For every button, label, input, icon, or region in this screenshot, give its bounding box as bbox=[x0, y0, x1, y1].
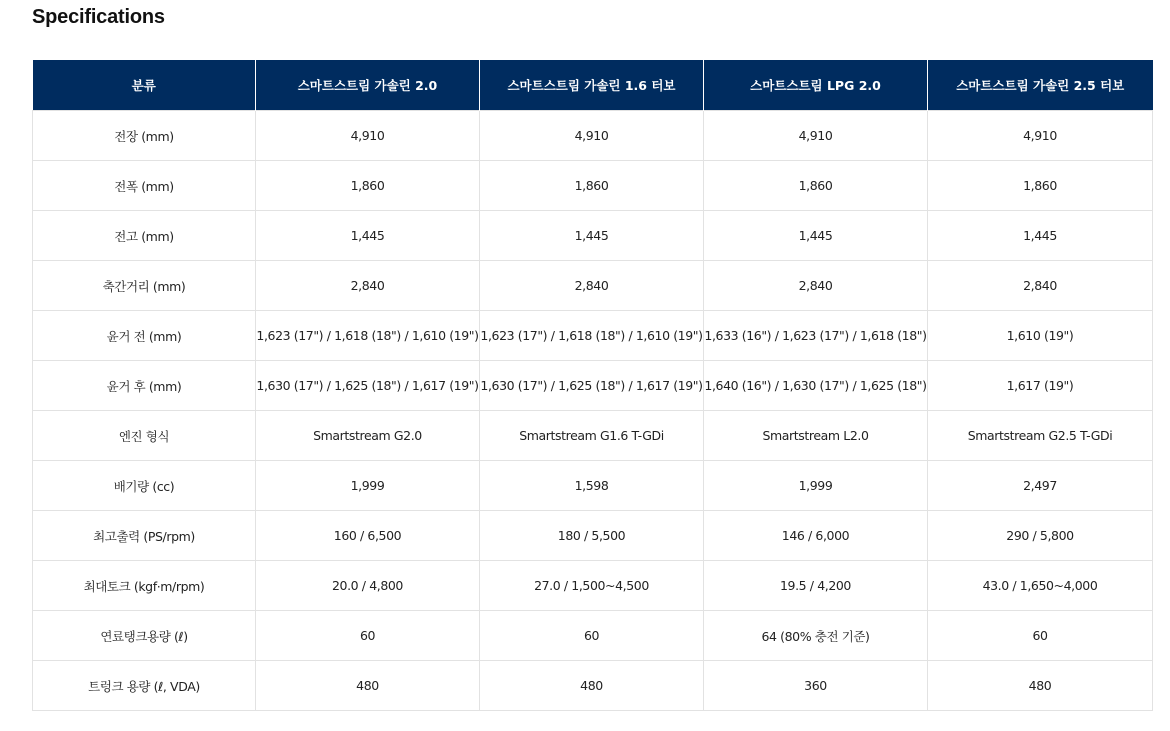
table-body bbox=[33, 111, 1153, 711]
column-header-category: 분류 bbox=[33, 60, 256, 111]
row-label-cell: 전고 (mm) bbox=[33, 211, 256, 261]
spec-value-cell: Smartstream G2.0 bbox=[256, 411, 480, 461]
row-label-cell: 최대토크 (kgf·m/rpm) bbox=[33, 561, 256, 611]
table-header-row bbox=[33, 60, 1153, 111]
row-label-cell: 엔진 형식 bbox=[33, 411, 256, 461]
column-header-model-4: 스마트스트림 가솔린 2.5 터보 bbox=[928, 60, 1153, 111]
table-row bbox=[33, 661, 1153, 711]
row-label-cell: 전폭 (mm) bbox=[33, 161, 256, 211]
specifications-table bbox=[32, 60, 1153, 711]
spec-value-cell: 1,623 (17") / 1,618 (18") / 1,610 (19") bbox=[256, 311, 480, 361]
spec-value-cell: 2,497 bbox=[928, 461, 1153, 511]
table-row bbox=[33, 511, 1153, 561]
table-row bbox=[33, 161, 1153, 211]
spec-value-cell: 1,445 bbox=[928, 211, 1153, 261]
spec-value-cell: 146 / 6,000 bbox=[704, 511, 928, 561]
spec-value-cell: 2,840 bbox=[256, 261, 480, 311]
spec-value-cell: 1,860 bbox=[928, 161, 1153, 211]
table-row bbox=[33, 611, 1153, 661]
spec-value-cell: 1,860 bbox=[256, 161, 480, 211]
spec-value-cell: 480 bbox=[480, 661, 704, 711]
spec-value-cell: 1,630 (17") / 1,625 (18") / 1,617 (19") bbox=[480, 361, 704, 411]
column-header-model-1: 스마트스트림 가솔린 2.0 bbox=[256, 60, 480, 111]
spec-value-cell: 19.5 / 4,200 bbox=[704, 561, 928, 611]
spec-value-cell: 1,999 bbox=[704, 461, 928, 511]
spec-value-cell: 60 bbox=[256, 611, 480, 661]
column-header-model-3: 스마트스트림 LPG 2.0 bbox=[704, 60, 928, 111]
spec-value-cell: 1,860 bbox=[480, 161, 704, 211]
spec-value-cell: 43.0 / 1,650~4,000 bbox=[928, 561, 1153, 611]
spec-value-cell: 1,623 (17") / 1,618 (18") / 1,610 (19") bbox=[480, 311, 704, 361]
spec-value-cell: 1,999 bbox=[256, 461, 480, 511]
spec-value-cell: 1,598 bbox=[480, 461, 704, 511]
row-label-cell: 윤거 후 (mm) bbox=[33, 361, 256, 411]
spec-value-cell: 60 bbox=[480, 611, 704, 661]
table-row bbox=[33, 361, 1153, 411]
spec-value-cell: 2,840 bbox=[704, 261, 928, 311]
spec-value-cell: 480 bbox=[928, 661, 1153, 711]
spec-value-cell: 1,640 (16") / 1,630 (17") / 1,625 (18") bbox=[704, 361, 928, 411]
spec-value-cell: 160 / 6,500 bbox=[256, 511, 480, 561]
column-header-model-2: 스마트스트림 가솔린 1.6 터보 bbox=[480, 60, 704, 111]
table-row bbox=[33, 311, 1153, 361]
spec-value-cell: 2,840 bbox=[928, 261, 1153, 311]
table-row bbox=[33, 111, 1153, 161]
spec-value-cell: Smartstream G2.5 T-GDi bbox=[928, 411, 1153, 461]
table-row bbox=[33, 561, 1153, 611]
spec-value-cell: 1,445 bbox=[480, 211, 704, 261]
row-label-cell: 트렁크 용량 (ℓ, VDA) bbox=[33, 661, 256, 711]
spec-value-cell: Smartstream G1.6 T-GDi bbox=[480, 411, 704, 461]
spec-value-cell: 2,840 bbox=[480, 261, 704, 311]
row-label-cell: 전장 (mm) bbox=[33, 111, 256, 161]
spec-value-cell: 1,445 bbox=[256, 211, 480, 261]
spec-value-cell: 4,910 bbox=[480, 111, 704, 161]
spec-value-cell: 1,633 (16") / 1,623 (17") / 1,618 (18") bbox=[704, 311, 928, 361]
spec-value-cell: 20.0 / 4,800 bbox=[256, 561, 480, 611]
row-label-cell: 축간거리 (mm) bbox=[33, 261, 256, 311]
table-row bbox=[33, 411, 1153, 461]
spec-value-cell: 27.0 / 1,500~4,500 bbox=[480, 561, 704, 611]
table-row bbox=[33, 211, 1153, 261]
spec-value-cell: 1,617 (19") bbox=[928, 361, 1153, 411]
row-label-cell: 최고출력 (PS/rpm) bbox=[33, 511, 256, 561]
spec-value-cell: 1,610 (19") bbox=[928, 311, 1153, 361]
spec-value-cell: 1,630 (17") / 1,625 (18") / 1,617 (19") bbox=[256, 361, 480, 411]
spec-value-cell: 4,910 bbox=[928, 111, 1153, 161]
spec-value-cell: 60 bbox=[928, 611, 1153, 661]
page-title: Specifications bbox=[32, 6, 165, 28]
row-label-cell: 윤거 전 (mm) bbox=[33, 311, 256, 361]
spec-value-cell: 360 bbox=[704, 661, 928, 711]
table-row bbox=[33, 461, 1153, 511]
spec-value-cell: 1,860 bbox=[704, 161, 928, 211]
spec-value-cell: 290 / 5,800 bbox=[928, 511, 1153, 561]
row-label-cell: 배기량 (cc) bbox=[33, 461, 256, 511]
spec-value-cell: 1,445 bbox=[704, 211, 928, 261]
spec-value-cell: Smartstream L2.0 bbox=[704, 411, 928, 461]
row-label-cell: 연료탱크용량 (ℓ) bbox=[33, 611, 256, 661]
spec-value-cell: 480 bbox=[256, 661, 480, 711]
spec-value-cell: 64 (80% 충전 기준) bbox=[704, 611, 928, 661]
spec-value-cell: 4,910 bbox=[704, 111, 928, 161]
spec-value-cell: 4,910 bbox=[256, 111, 480, 161]
spec-value-cell: 180 / 5,500 bbox=[480, 511, 704, 561]
table-row bbox=[33, 261, 1153, 311]
